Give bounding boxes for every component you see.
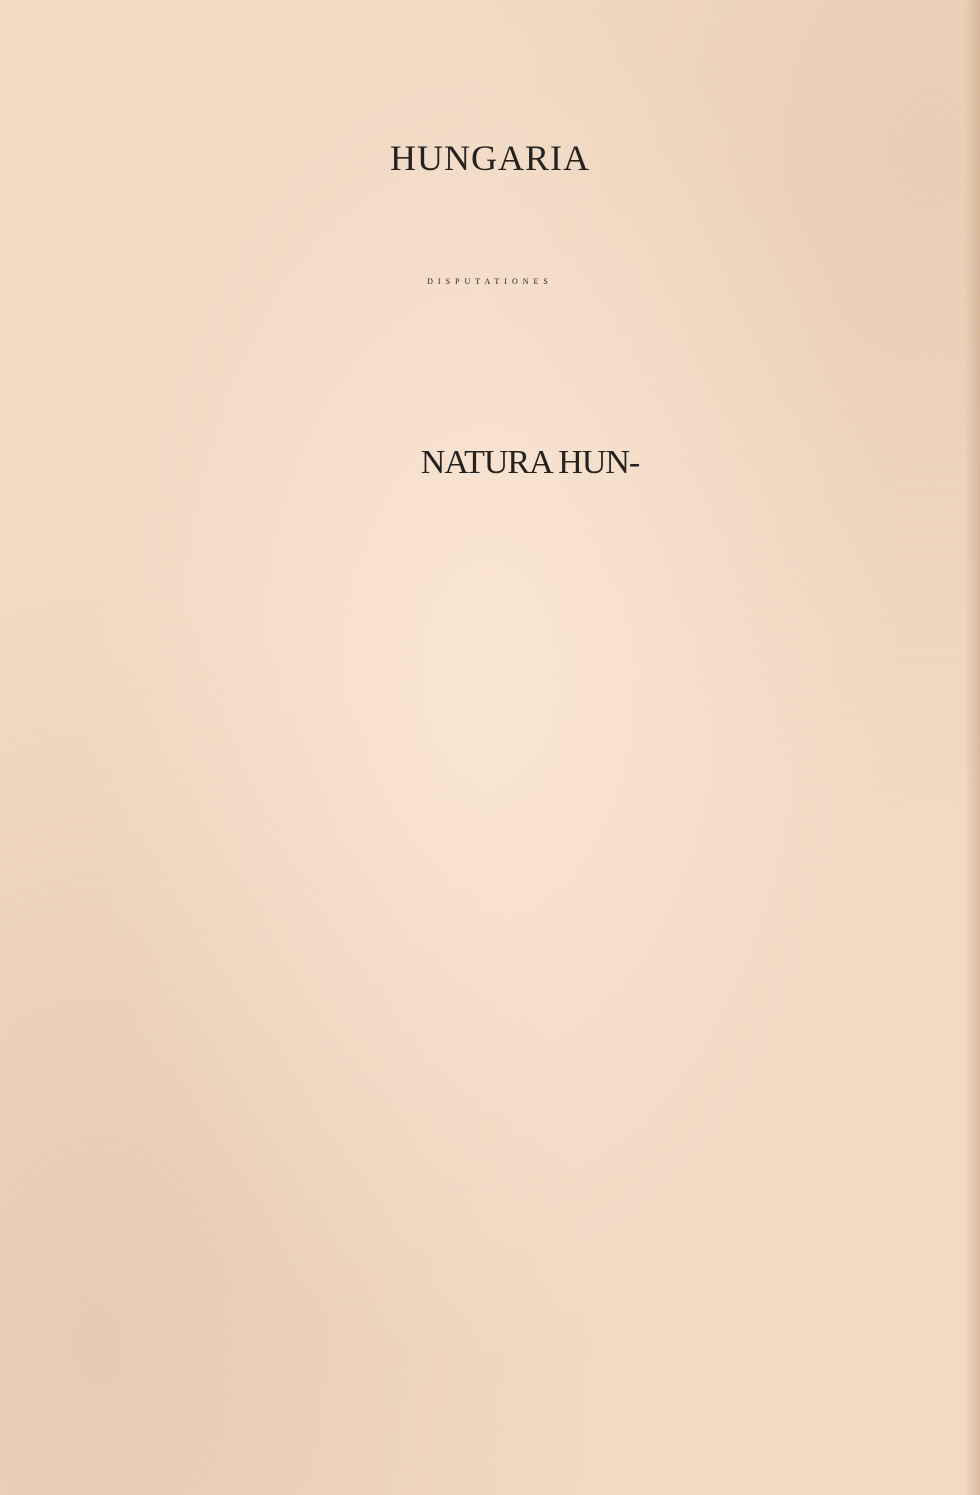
natura-hun-line: NATURA HUN- [420, 444, 640, 481]
disputationes-line: DISPUTATIONES [427, 277, 553, 286]
main-title: HUNGARIA [390, 138, 590, 178]
page-edge-shadow [964, 0, 980, 1495]
